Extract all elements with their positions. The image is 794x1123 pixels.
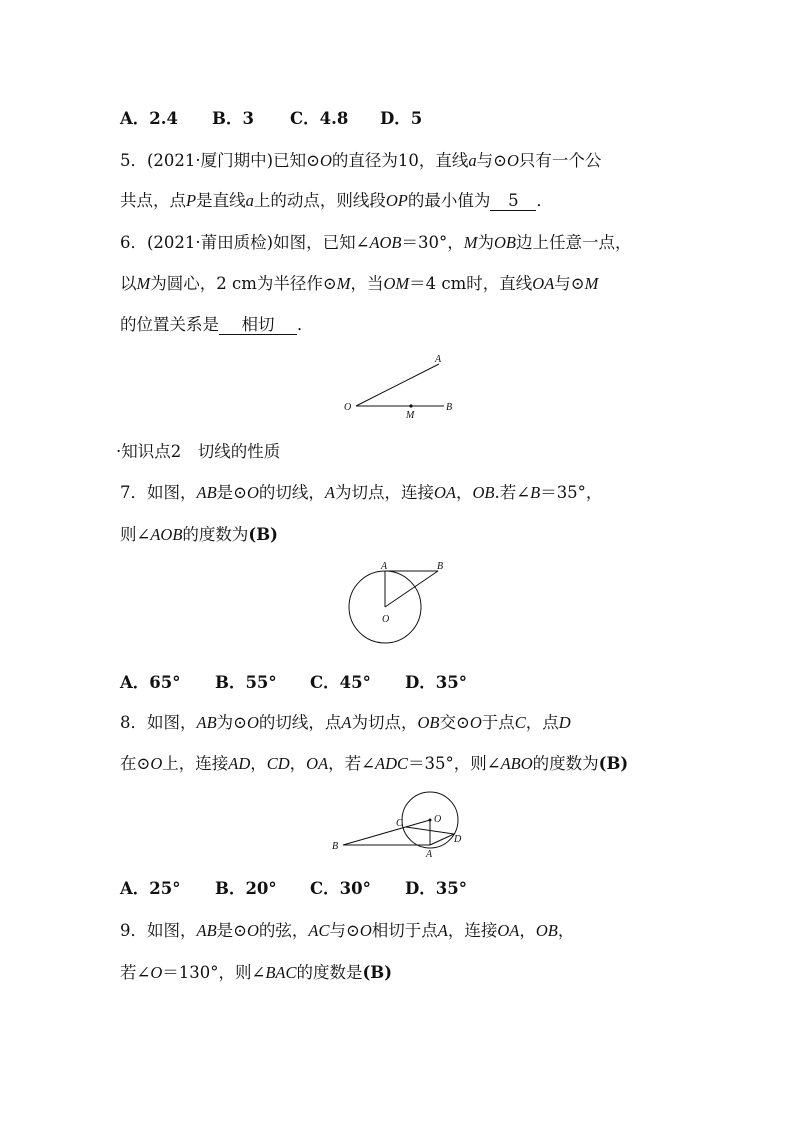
- q8-text: 在⊙: [120, 754, 151, 773]
- q5-text: 5．(2021·厦门期中)已知⊙: [120, 151, 320, 170]
- q7-var: OA: [434, 483, 457, 502]
- q9-var: AC: [308, 921, 330, 940]
- q6-text: ＝30°，: [401, 233, 464, 252]
- q8-var: C: [514, 713, 526, 732]
- q8-var: O: [150, 754, 163, 773]
- q8-label-o: O: [434, 814, 442, 825]
- q5-text: ．: [536, 191, 553, 210]
- q9-text: 是⊙: [216, 921, 247, 940]
- q8-option-b: B．20°: [215, 879, 277, 898]
- q7-text: ，: [456, 483, 473, 502]
- q8-text: 的度数为: [532, 754, 599, 773]
- q8-line-1: [120, 712, 571, 734]
- q6-var: M: [463, 233, 478, 252]
- q4-option-d: D．5: [380, 109, 423, 128]
- q8-text: 于点: [481, 713, 515, 732]
- q8-text: ＝35°，则∠: [408, 754, 501, 773]
- q8-line-2: [120, 753, 628, 775]
- q8-text: 上，连接: [162, 754, 229, 773]
- q6-text: 为: [477, 233, 495, 252]
- q9-var: O: [247, 921, 259, 940]
- q8-var: ABO: [500, 754, 533, 773]
- q8-label-a: A: [426, 849, 433, 860]
- q8-point-o: [429, 819, 432, 822]
- q7-text: 则∠: [120, 525, 151, 544]
- q7-text: 的切线，: [258, 483, 325, 502]
- q5-var: a: [468, 151, 477, 170]
- q6-point-m: [409, 404, 412, 407]
- q6-line-1: [120, 232, 632, 254]
- q5-var: a: [245, 191, 254, 210]
- q6-text: 为圆心，2 cm为半径作⊙: [150, 274, 337, 293]
- q8-var: D: [558, 713, 571, 732]
- q6-text: 的位置关系是: [120, 315, 219, 334]
- q6-label-b: B: [446, 402, 453, 413]
- q8-option-a: A．25°: [120, 879, 181, 898]
- q6-line-2: [120, 273, 598, 295]
- q5-var: O: [319, 151, 332, 170]
- q8-var: AB: [196, 713, 217, 732]
- q7-var: AB: [196, 483, 217, 502]
- q9-var: OA: [497, 921, 520, 940]
- q8-text: ，若∠: [328, 754, 375, 773]
- q5-text: 只有一个公: [518, 151, 602, 170]
- q7-option-d: D．35°: [405, 673, 468, 692]
- q8-var: ADC: [375, 754, 408, 773]
- q7-var: A: [324, 483, 336, 502]
- q7-option-a: A．65°: [120, 673, 181, 692]
- q5-answer-blank: 5: [490, 192, 536, 211]
- q5-text: 上的动点，则线段: [253, 191, 386, 210]
- q5-var: OP: [385, 191, 408, 210]
- q6-figure: [336, 350, 466, 420]
- q7-var: O: [247, 483, 259, 502]
- q8-text: 的切线，点: [258, 713, 342, 732]
- q8-label-d: D: [454, 834, 462, 845]
- q7-label-b: B: [437, 561, 444, 572]
- q5-text: 共点，点: [120, 191, 186, 210]
- q7-option-b: B．55°: [215, 673, 277, 692]
- q9-text: ，连接: [447, 921, 498, 940]
- q7-figure: [340, 560, 460, 660]
- q6-text: ，当: [350, 274, 384, 293]
- q7-line-2: [120, 524, 278, 546]
- q9-var: AB: [196, 921, 217, 940]
- q6-var: OA: [532, 274, 555, 293]
- q4-option-b: B．3: [212, 109, 254, 128]
- q9-answer: (B): [362, 963, 393, 982]
- q9-text: 9．如图，: [120, 921, 197, 940]
- q5-line-1: [120, 150, 601, 172]
- q9-text: ，: [557, 921, 575, 940]
- q6-text: 以: [120, 274, 137, 293]
- q9-text: ＝130°，则∠: [162, 963, 266, 982]
- q5-text: 的直径为10，直线: [331, 151, 469, 170]
- q8-text: 为⊙: [216, 713, 247, 732]
- q8-text: ，: [289, 754, 307, 773]
- q6-label-o: O: [344, 402, 352, 413]
- q7-label-o: O: [382, 614, 390, 625]
- q6-text: ．: [297, 315, 314, 334]
- q5-text: 的最小值为: [407, 191, 491, 210]
- q9-text: 与⊙: [329, 921, 360, 940]
- q9-var: O: [150, 963, 163, 982]
- section-heading: ·知识点2 切线的性质: [116, 442, 281, 461]
- q8-label-b: B: [332, 841, 339, 852]
- q8-text: 8．如图，: [120, 713, 197, 732]
- q7-answer: (B): [248, 525, 278, 544]
- q6-text: 边上任意一点，: [516, 233, 632, 252]
- q4-options: [120, 108, 422, 130]
- q7-line-1: [120, 482, 602, 504]
- q6-text: 与⊙: [554, 274, 585, 293]
- q7-var: OB: [472, 483, 495, 502]
- q5-text: 与⊙: [476, 151, 507, 170]
- q8-figure: [326, 790, 471, 860]
- q5-var: P: [186, 191, 197, 210]
- q6-label-m: M: [406, 410, 415, 420]
- q9-var: OB: [535, 921, 558, 940]
- q8-label-c: C: [396, 818, 403, 829]
- q7-text: 是⊙: [216, 483, 247, 502]
- q6-var: OM: [383, 274, 410, 293]
- q9-text: ，: [519, 921, 536, 940]
- q4-option-a: A．2.4: [120, 109, 179, 128]
- q7-text: 为切点，连接: [335, 483, 435, 502]
- q6-text: ＝4 cm时，直线: [409, 274, 533, 293]
- q8-var: AD: [228, 754, 251, 773]
- q4-option-c: C．4.8: [290, 109, 349, 128]
- q7-text: ＝35°，: [540, 483, 603, 502]
- q6-answer-blank: 相切: [219, 316, 297, 335]
- q8-var: OA: [306, 754, 329, 773]
- q6-var: M: [136, 274, 151, 293]
- q7-label-a: A: [381, 561, 388, 572]
- q7-var: B: [530, 483, 541, 502]
- q8-text: ，点: [525, 713, 559, 732]
- q6-var: OB: [494, 233, 517, 252]
- q7-var: AOB: [150, 525, 183, 544]
- q9-text: 相切于点: [371, 921, 438, 940]
- q9-line-2: [120, 962, 392, 984]
- q7-text: 的度数为: [182, 525, 249, 544]
- q7-text: 7．如图，: [120, 483, 197, 502]
- q5-line-2: [120, 190, 553, 212]
- q8-var: CD: [266, 754, 290, 773]
- q9-var: BAC: [265, 963, 297, 982]
- q7-options: [120, 672, 467, 694]
- q9-text: 的弦，: [258, 921, 309, 940]
- q8-text: 交⊙: [439, 713, 470, 732]
- q6-var: M: [336, 274, 351, 293]
- q9-text: 若∠: [120, 963, 151, 982]
- q5-text: 是直线: [196, 191, 246, 210]
- q8-var: O: [469, 713, 482, 732]
- q7-segment-ob: [385, 571, 438, 607]
- q9-var: A: [437, 921, 448, 940]
- q8-var: O: [247, 713, 259, 732]
- q6-line-3: [120, 314, 314, 336]
- q8-text: ，: [250, 754, 267, 773]
- q8-options: [120, 878, 467, 900]
- q9-text: 的度数是: [296, 963, 363, 982]
- q6-var: M: [584, 274, 599, 293]
- q9-var: O: [359, 921, 372, 940]
- q8-text: 为切点，: [351, 713, 418, 732]
- q6-ray-oa: [356, 364, 439, 406]
- q7-text: .若∠: [494, 483, 531, 502]
- q7-option-c: C．45°: [310, 673, 371, 692]
- q9-line-1: [120, 920, 574, 942]
- q6-text: 6．(2021·莆田质检)如图，已知∠: [120, 233, 370, 252]
- q8-option-c: C．30°: [310, 879, 371, 898]
- q8-var: OB: [417, 713, 440, 732]
- q5-var: O: [506, 151, 519, 170]
- q8-segment-bo: [343, 820, 430, 845]
- q6-label-a: A: [435, 354, 442, 365]
- q8-answer: (B): [598, 754, 629, 773]
- q6-var: AOB: [369, 233, 402, 252]
- q8-option-d: D．35°: [405, 879, 468, 898]
- q8-var: A: [341, 713, 352, 732]
